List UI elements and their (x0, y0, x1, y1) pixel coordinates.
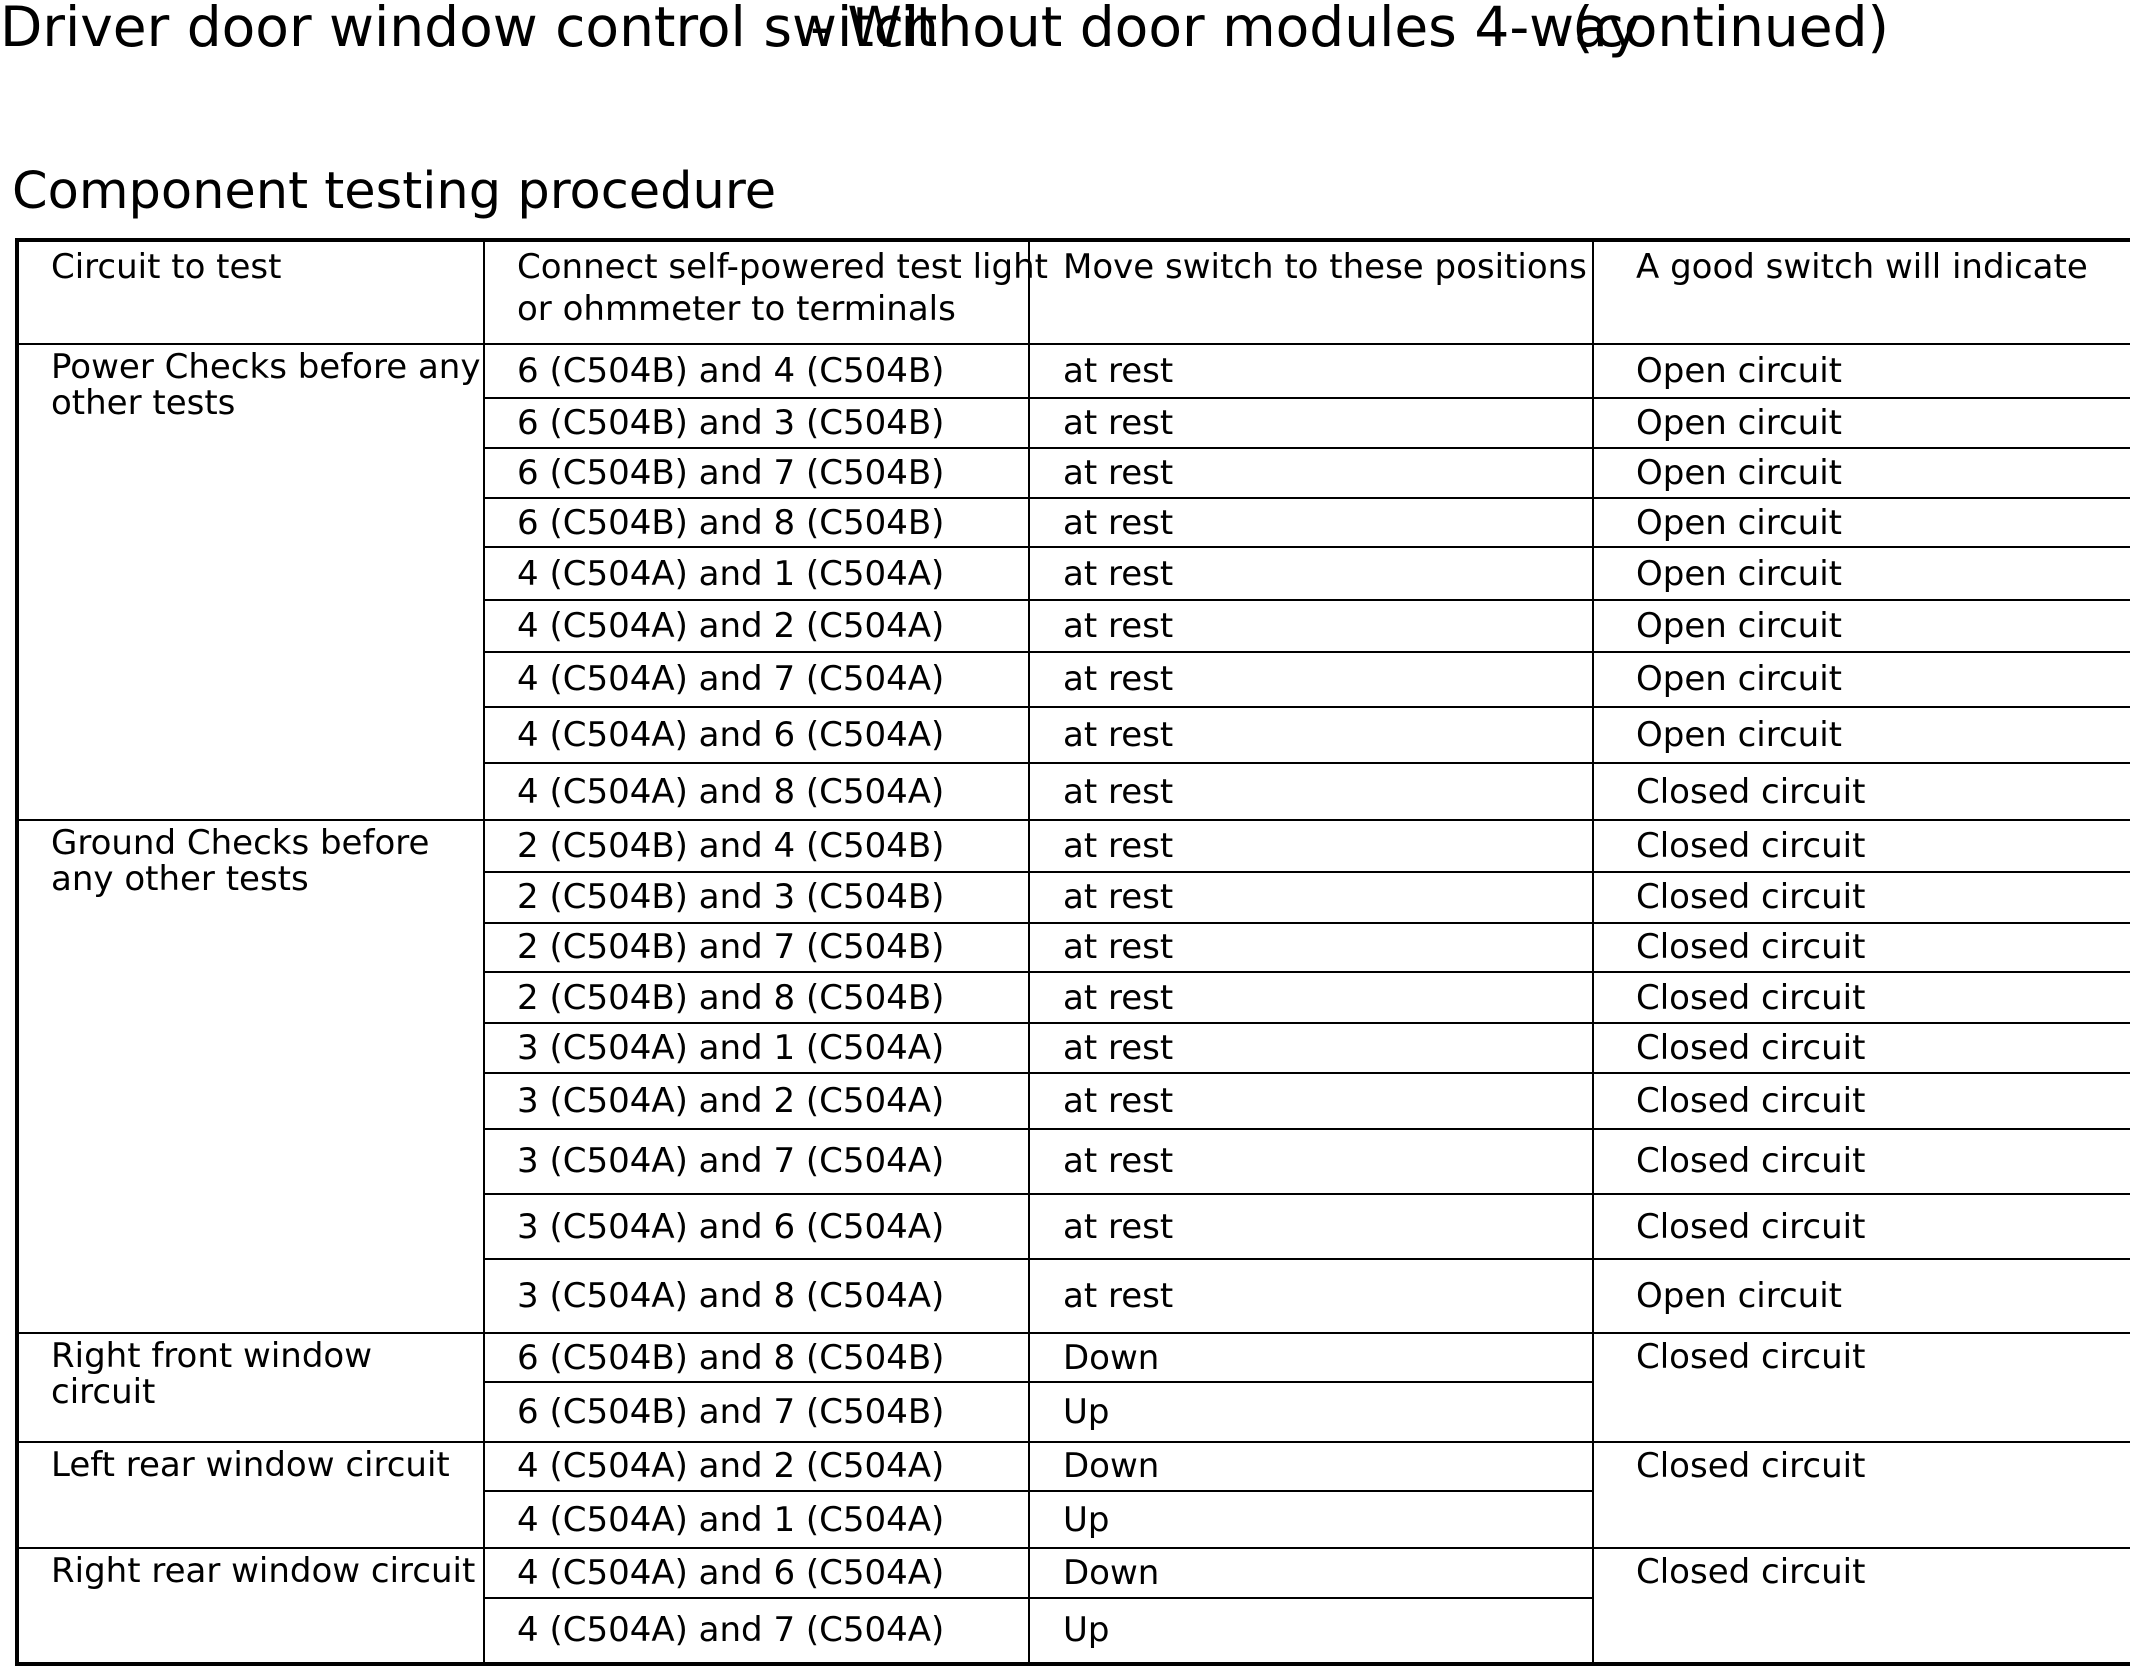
terminals-cell: 3 (C504A) and 7 (C504A) (484, 1129, 1029, 1194)
page-title: Driver door window control switch (0, 0, 939, 59)
terminals-cell: 4 (C504A) and 6 (C504A) (484, 1548, 1029, 1597)
position-cell: at rest (1029, 872, 1593, 923)
terminals-cell: 6 (C504B) and 8 (C504B) (484, 498, 1029, 547)
column-header-terminals (484, 240, 1048, 344)
terminals-cell: 3 (C504A) and 6 (C504A) (484, 1194, 1029, 1259)
terminals-cell: 4 (C504A) and 7 (C504A) (484, 652, 1029, 707)
indicate-cell: Closed circuit (1593, 1548, 2130, 1664)
indicate-cell: Closed circuit (1593, 1442, 2130, 1548)
terminals-cell: 4 (C504A) and 8 (C504A) (484, 763, 1029, 820)
position-cell: at rest (1029, 1023, 1593, 1073)
terminals-cell: 3 (C504A) and 2 (C504A) (484, 1073, 1029, 1128)
indicate-cell: Closed circuit (1593, 972, 2130, 1023)
indicate-cell: Open circuit (1593, 652, 2130, 707)
position-cell: at rest (1029, 923, 1593, 972)
indicate-cell: Closed circuit (1593, 1194, 2130, 1259)
table-header-row (17, 240, 2130, 344)
indicate-cell: Closed circuit (1593, 820, 2130, 871)
terminals-cell: 3 (C504A) and 8 (C504A) (484, 1259, 1029, 1333)
indicate-cell: Open circuit (1593, 448, 2130, 498)
indicate-cell: Closed circuit (1593, 763, 2130, 820)
table-row (17, 1442, 2130, 1491)
circuit-right-rear-window: Right rear window circuit (17, 1548, 484, 1664)
position-cell: at rest (1029, 398, 1593, 448)
indicate-cell: Closed circuit (1593, 1023, 2130, 1073)
column-header-position: Move switch to these positions (1029, 240, 1593, 344)
terminals-cell: 2 (C504B) and 7 (C504B) (484, 923, 1029, 972)
indicate-cell: Closed circuit (1593, 1129, 2130, 1194)
terminals-cell: 2 (C504B) and 4 (C504B) (484, 820, 1029, 871)
terminals-cell: 4 (C504A) and 2 (C504A) (484, 1442, 1029, 1491)
position-cell: at rest (1029, 763, 1593, 820)
position-cell: at rest (1029, 1194, 1593, 1259)
table-row (17, 1548, 2130, 1597)
indicate-cell: Open circuit (1593, 707, 2130, 763)
indicate-cell: Open circuit (1593, 398, 2130, 448)
position-cell: at rest (1029, 707, 1593, 763)
position-cell: at rest (1029, 600, 1593, 651)
indicate-cell: Closed circuit (1593, 872, 2130, 923)
position-cell: Down (1029, 1442, 1593, 1491)
position-cell: Up (1029, 1491, 1593, 1548)
position-cell: at rest (1029, 972, 1593, 1023)
terminals-cell: 6 (C504B) and 8 (C504B) (484, 1333, 1029, 1381)
position-cell: Up (1029, 1598, 1593, 1664)
section-title: Component testing procedure (12, 162, 777, 221)
position-cell: at rest (1029, 1073, 1593, 1128)
terminals-cell: 4 (C504A) and 6 (C504A) (484, 707, 1029, 763)
terminals-cell: 6 (C504B) and 4 (C504B) (484, 344, 1029, 397)
position-cell: Down (1029, 1333, 1593, 1381)
table-row (17, 344, 2130, 397)
terminals-cell: 2 (C504B) and 3 (C504B) (484, 872, 1029, 923)
position-cell: Down (1029, 1548, 1593, 1597)
terminals-cell: 4 (C504A) and 1 (C504A) (484, 547, 1029, 600)
indicate-cell: Open circuit (1593, 498, 2130, 547)
terminals-cell: 6 (C504B) and 3 (C504B) (484, 398, 1029, 448)
column-header-indicate: A good switch will indicate (1593, 240, 2130, 344)
position-cell: Up (1029, 1382, 1593, 1442)
terminals-cell: 4 (C504A) and 2 (C504A) (484, 600, 1029, 651)
indicate-cell: Open circuit (1593, 600, 2130, 651)
position-cell: at rest (1029, 1129, 1593, 1194)
component-testing-table (15, 238, 2130, 1666)
terminals-cell: 6 (C504B) and 7 (C504B) (484, 448, 1029, 498)
position-cell: at rest (1029, 448, 1593, 498)
position-cell: at rest (1029, 1259, 1593, 1333)
indicate-cell: Closed circuit (1593, 923, 2130, 972)
column-header-terminals-line2: or ohmmeter to terminals (517, 289, 956, 329)
terminals-cell: 4 (C504A) and 1 (C504A) (484, 1491, 1029, 1548)
terminals-cell: 3 (C504A) and 1 (C504A) (484, 1023, 1029, 1073)
circuit-power-checks: Power Checks before any other tests (17, 344, 484, 820)
indicate-cell: Closed circuit (1593, 1333, 2130, 1441)
terminals-cell: 4 (C504A) and 7 (C504A) (484, 1598, 1029, 1664)
position-cell: at rest (1029, 652, 1593, 707)
indicate-cell: Open circuit (1593, 344, 2130, 397)
indicate-cell: Open circuit (1593, 547, 2130, 600)
position-cell: at rest (1029, 547, 1593, 600)
column-header-circuit: Circuit to test (17, 240, 484, 344)
position-cell: at rest (1029, 820, 1593, 871)
page-title-variant: - Without door modules 4-way (810, 0, 1641, 59)
page-title-continued: (continued) (1572, 0, 1889, 59)
table-row (17, 820, 2130, 871)
position-cell: at rest (1029, 498, 1593, 547)
circuit-left-rear-window: Left rear window circuit (17, 1442, 484, 1548)
indicate-cell: Open circuit (1593, 1259, 2130, 1333)
circuit-right-front-window: Right front window circuit (17, 1333, 484, 1441)
terminals-cell: 6 (C504B) and 7 (C504B) (484, 1382, 1029, 1442)
table-row (17, 1333, 2130, 1381)
position-cell: at rest (1029, 344, 1593, 397)
circuit-ground-checks: Ground Checks before any other tests (17, 820, 484, 1333)
indicate-cell: Closed circuit (1593, 1073, 2130, 1128)
terminals-cell: 2 (C504B) and 8 (C504B) (484, 972, 1029, 1023)
column-header-terminals-line1: Connect self-powered test light (517, 247, 1048, 287)
